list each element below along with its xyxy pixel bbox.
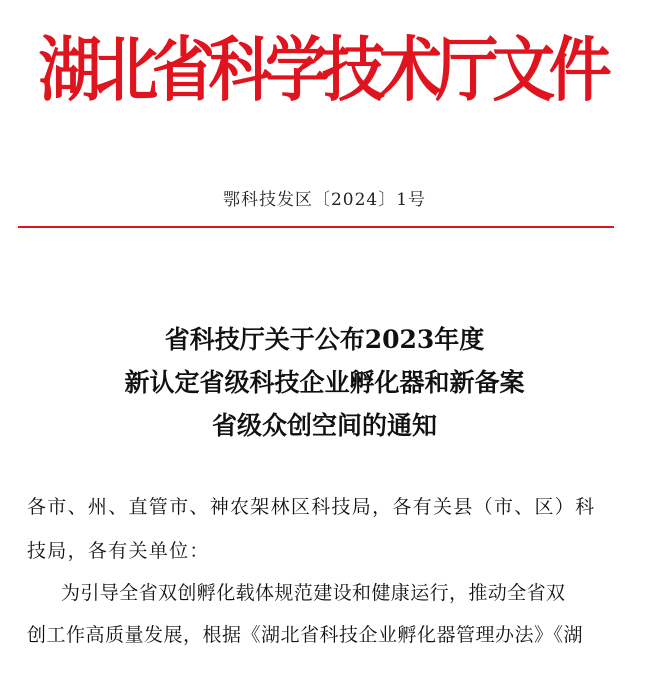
addressee-line-2: 技局，各有关单位：	[27, 540, 210, 562]
title-line-1: 省科技厅关于公布2023年度	[164, 325, 485, 354]
red-header-title: 湖北省科学技术厅文件	[38, 29, 606, 111]
notice-title	[0, 318, 649, 447]
document-number: 鄂科技发区〔2024〕1号	[222, 190, 427, 210]
paragraph-line-2: 创工作高质量发展，根据《湖北省科技企业孵化器管理办法》《湖	[27, 624, 584, 646]
paragraph-line-1: 为引导全省双创孵化载体规范建设和健康运行，推动全省双	[61, 582, 566, 604]
addressee-line-1: 各市、州、直管市、神农架林区科技局，各有关县（市、区）科	[27, 496, 596, 518]
title-line-2: 新认定省级科技企业孵化器和新备案	[124, 368, 525, 397]
title-line-3: 省级众创空间的通知	[211, 411, 437, 440]
red-divider-line	[18, 226, 614, 228]
